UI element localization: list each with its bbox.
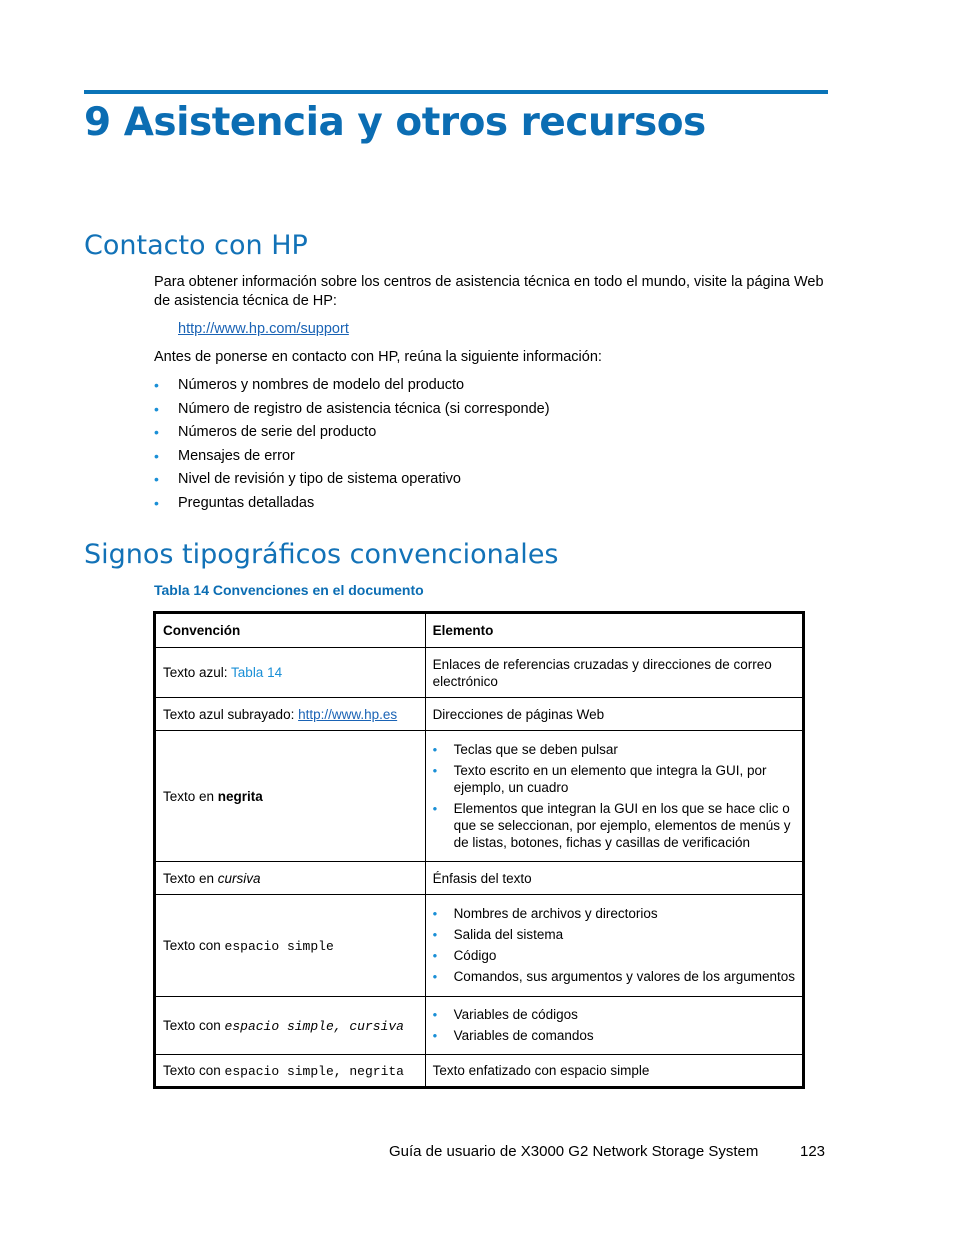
table-row bbox=[155, 731, 804, 862]
list-item: • Salida del sistema bbox=[432, 927, 564, 942]
list-item bbox=[154, 375, 550, 399]
chapter-rule bbox=[84, 90, 828, 94]
list-item bbox=[154, 422, 550, 446]
element-cell bbox=[425, 895, 803, 997]
contact-info-list bbox=[154, 375, 550, 516]
element-list bbox=[433, 741, 795, 851]
monospace-italic-sample: espacio simple, cursiva bbox=[224, 1018, 404, 1034]
list-item-text: Números de serie del producto bbox=[178, 424, 377, 440]
bullet-icon: • bbox=[432, 741, 438, 757]
header-convention: Convención bbox=[155, 613, 426, 648]
conventions-table bbox=[153, 611, 805, 1089]
table-row bbox=[155, 648, 804, 698]
bullet-icon: • bbox=[154, 424, 159, 440]
bullet-icon: • bbox=[432, 1028, 438, 1043]
bullet-icon: • bbox=[432, 762, 438, 778]
convention-cell: Texto en negrita bbox=[155, 731, 426, 862]
bullet-icon: • bbox=[432, 1007, 438, 1022]
bullet-icon: • bbox=[154, 494, 159, 511]
list-item bbox=[154, 399, 550, 423]
list-item bbox=[154, 469, 550, 493]
convention-cell: Texto en cursiva bbox=[155, 862, 426, 895]
footer-guide-title: Guía de usuario de X3000 G2 Network Storage System bbox=[389, 1143, 759, 1160]
list-item-text: Números y nombres de modelo del producto bbox=[178, 377, 465, 393]
list-item-text: Preguntas detalladas bbox=[178, 494, 315, 511]
list-item: • Texto escrito en un elemento que integra la GUI, por ejemplo, un cuadro bbox=[432, 762, 767, 795]
bold-sample: negrita bbox=[217, 788, 263, 804]
table-header-row bbox=[155, 613, 804, 648]
chapter-title: 9 Asistencia y otros recursos bbox=[84, 100, 706, 145]
element-cell bbox=[425, 997, 803, 1055]
list-item-text: Nivel de revisión y tipo de sistema operativo bbox=[178, 471, 461, 487]
before-contact-text: Antes de ponerse en contacto con HP, reúna la siguiente información: bbox=[154, 349, 602, 365]
monospace-sample: espacio simple bbox=[224, 938, 334, 954]
element-cell: Énfasis del texto bbox=[425, 862, 803, 895]
bullet-icon: • bbox=[154, 447, 159, 464]
element-cell: Direcciones de páginas Web bbox=[425, 698, 803, 731]
monospace-bold-sample: espacio simple, negrita bbox=[224, 1063, 404, 1079]
convention-cell: Texto azul: Tabla 14 bbox=[155, 648, 426, 698]
table-row bbox=[155, 698, 804, 731]
convention-cell: Texto con espacio simple, cursiva bbox=[155, 997, 426, 1055]
list-item: • Comandos, sus argumentos y valores de los argumentos bbox=[432, 969, 795, 984]
section-title-contact: Contacto con HP bbox=[84, 230, 308, 261]
bullet-icon: • bbox=[432, 927, 438, 942]
header-element: Elemento bbox=[425, 613, 803, 648]
list-item: • Nombres de archivos y directorios bbox=[432, 906, 658, 921]
table-row bbox=[155, 1055, 804, 1088]
support-link-paragraph bbox=[178, 320, 858, 339]
list-item bbox=[154, 446, 550, 470]
list-item: • Elementos que integran la GUI en los que se hace clic o que se seleccionan, por ejemplo, elementos de menús y de listas, botones, fichas y casillas de verificación bbox=[432, 800, 791, 850]
list-item: • Teclas que se deben pulsar bbox=[432, 741, 618, 757]
page-number: 123 bbox=[800, 1143, 826, 1160]
contact-intro: Para obtener información sobre los centros de asistencia técnica en todo el mundo, visite la página Web de asistencia técnica de HP: bbox=[154, 274, 824, 309]
element-cell: Enlaces de referencias cruzadas y direcciones de correo electrónico bbox=[425, 648, 803, 698]
convention-cell: Texto azul subrayado: http://www.hp.es bbox=[155, 698, 426, 731]
list-item: • Código bbox=[432, 948, 497, 963]
table-caption: Tabla 14 Convenciones en el documento bbox=[154, 582, 424, 598]
convention-cell: Texto con espacio simple, negrita bbox=[155, 1055, 426, 1088]
element-cell: Texto enfatizado con espacio simple bbox=[425, 1055, 803, 1088]
table-row bbox=[155, 862, 804, 895]
bullet-icon: • bbox=[154, 400, 159, 417]
support-link[interactable]: http://www.hp.com/support bbox=[178, 321, 349, 337]
element-list bbox=[433, 1006, 795, 1044]
table-cross-reference-link[interactable]: Tabla 14 bbox=[231, 665, 283, 680]
convention-cell: Texto con espacio simple bbox=[155, 895, 426, 997]
list-item: • Variables de códigos bbox=[432, 1007, 578, 1022]
bullet-icon: • bbox=[432, 969, 438, 984]
element-list bbox=[433, 905, 795, 985]
hp-es-link[interactable]: http://www.hp.es bbox=[298, 706, 398, 722]
element-cell bbox=[425, 731, 803, 862]
bullet-icon: • bbox=[432, 800, 438, 816]
section-title-conventions: Signos tipográficos convencionales bbox=[84, 539, 559, 570]
list-item-text: Número de registro de asistencia técnica (si corresponde) bbox=[178, 400, 550, 417]
bullet-icon: • bbox=[432, 948, 438, 963]
list-item bbox=[154, 493, 550, 517]
bullet-icon: • bbox=[432, 906, 438, 921]
bullet-icon: • bbox=[154, 377, 159, 393]
table-row bbox=[155, 895, 804, 997]
bullet-icon: • bbox=[154, 471, 159, 487]
italic-sample: cursiva bbox=[217, 870, 261, 886]
list-item-text: Mensajes de error bbox=[178, 447, 295, 464]
list-item: • Variables de comandos bbox=[432, 1028, 594, 1043]
table-row bbox=[155, 997, 804, 1055]
